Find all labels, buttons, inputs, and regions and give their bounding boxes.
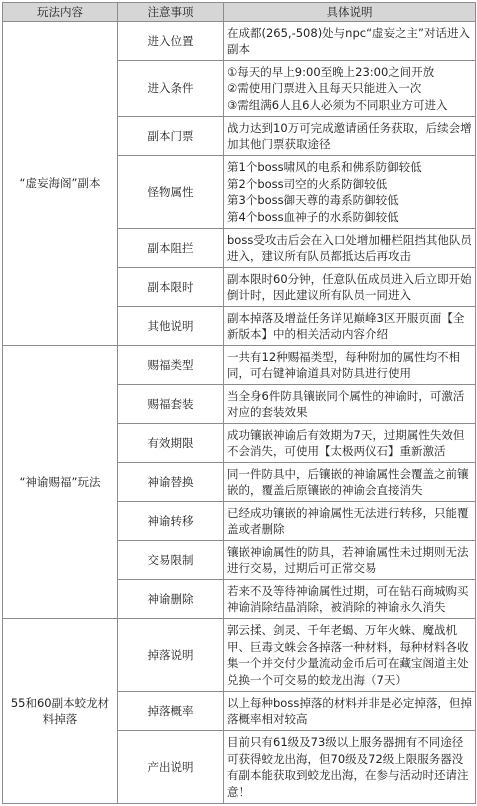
item-desc: 副本限时60分钟，任意队伍成员进入后立即开始倒计时，因此建议所有队员一同进入 [224,268,476,307]
desc-line: 第1个boss啸风的电系和佛系防御较低 [227,160,422,174]
table-row [3,22,476,61]
item-desc [224,61,476,117]
item-name: 神谕替换 [118,463,224,502]
desc-line: 第4个boss血神子的水系防御较低 [227,209,399,224]
item-desc: boss受攻击后会在入口处增加栅栏阻挡其他队员进入，建议所有队员都抵达后再攻击 [224,229,476,268]
desc-line: ③需组满6人且6人必须为不同职业方可进入 [227,97,448,112]
item-desc: 副本掉落及增益任务详见巅峰3区开服页面【全新版本】中的相关活动内容介绍 [224,307,476,346]
item-desc: 镶嵌神谕属性的防具，若神谕属性未过期则无法进行交易，过期后可正常交易 [224,541,476,580]
item-name: 赐福类型 [118,346,224,385]
item-name: 掉落说明 [118,619,224,692]
activity-notes-table [2,2,476,804]
header-details: 具体说明 [224,3,476,22]
item-name: 副本限时 [118,268,224,307]
category-cell: 55和60副本蛟龙材料掉落 [3,619,118,804]
desc-line: 第3个boss御天尊的毒系防御较低 [227,193,399,207]
item-desc: 若来不及等待神谕属性过期，可在钻石商城购买神谕消除结晶消除，被消除的神谕永久消失 [224,580,476,619]
item-desc: 战力达到10万可完成邀请函任务获取，后续会增加其他门票获取途径 [224,117,476,156]
header-notes: 注意事项 [118,3,224,22]
item-name: 怪物属性 [118,156,224,229]
item-desc [224,156,476,229]
item-desc: 一共有12种赐福类型，每种附加的属性均不相同，可右键神谕道具对防具进行使用 [224,346,476,385]
item-name: 神谕转移 [118,502,224,541]
item-desc: 目前只有61级及73级以上服务器拥有不同途径可获得蛟龙出海，但70级及72级上限服务器没有副本能获取到蛟龙出海，在参与活动时还请注意！ [224,731,476,804]
item-desc: 已经成功镶嵌的神谕属性无法进行转移，只能覆盖或者删除 [224,502,476,541]
item-desc: 同一件防具中，后镶嵌的神谕属性会覆盖之前镶嵌的，覆盖后原镶嵌的神谕会直接消失 [224,463,476,502]
item-desc: 成功镶嵌神谕后有效期为7天，过期属性失效但不会消失，可使用【太极两仪石】重新激活 [224,424,476,463]
category-cell: “神谕赐福”玩法 [3,346,118,619]
item-name: 赐福套装 [118,385,224,424]
item-name: 产出说明 [118,731,224,804]
item-desc: 以上每种boss掉落的材料并非是必定掉落，但掉落概率相对较高 [224,692,476,731]
item-name: 副本门票 [118,117,224,156]
desc-line: 第2个boss司空的火系防御较低 [227,176,388,191]
desc-line: ①每天的早上9:00至晚上23:00之间开放 [227,64,435,79]
item-name: 副本阻拦 [118,229,224,268]
header-category: 玩法内容 [3,3,118,22]
table-row [3,346,476,385]
item-name: 进入位置 [118,22,224,61]
table-row [3,619,476,692]
desc-line: ②需使用门票进入且每天只能进入一次 [227,81,422,96]
item-desc: 郭云揉、剑灵、千年老蝎、万年火蛛、魔战机甲、巨毒文蛛会各掉落一种材料，每种材料各收集一个并交付少量流动金币后可在藏宝阁道主处兑换一个可交易的蛟龙出海（7天） [224,619,476,692]
item-desc: 当全身6件防具镶嵌同个属性的神谕时，可激活对应的套装效果 [224,385,476,424]
item-name: 交易限制 [118,541,224,580]
item-name: 神谕删除 [118,580,224,619]
item-name: 其他说明 [118,307,224,346]
category-cell: “虚妄海阁”副本 [3,22,118,346]
item-name: 有效期限 [118,424,224,463]
header-row [3,3,476,22]
item-name: 掉落概率 [118,692,224,731]
item-name: 进入条件 [118,61,224,117]
item-desc: 在成都(265,-508)处与npc“虚妄之主”对话进入副本 [224,22,476,61]
